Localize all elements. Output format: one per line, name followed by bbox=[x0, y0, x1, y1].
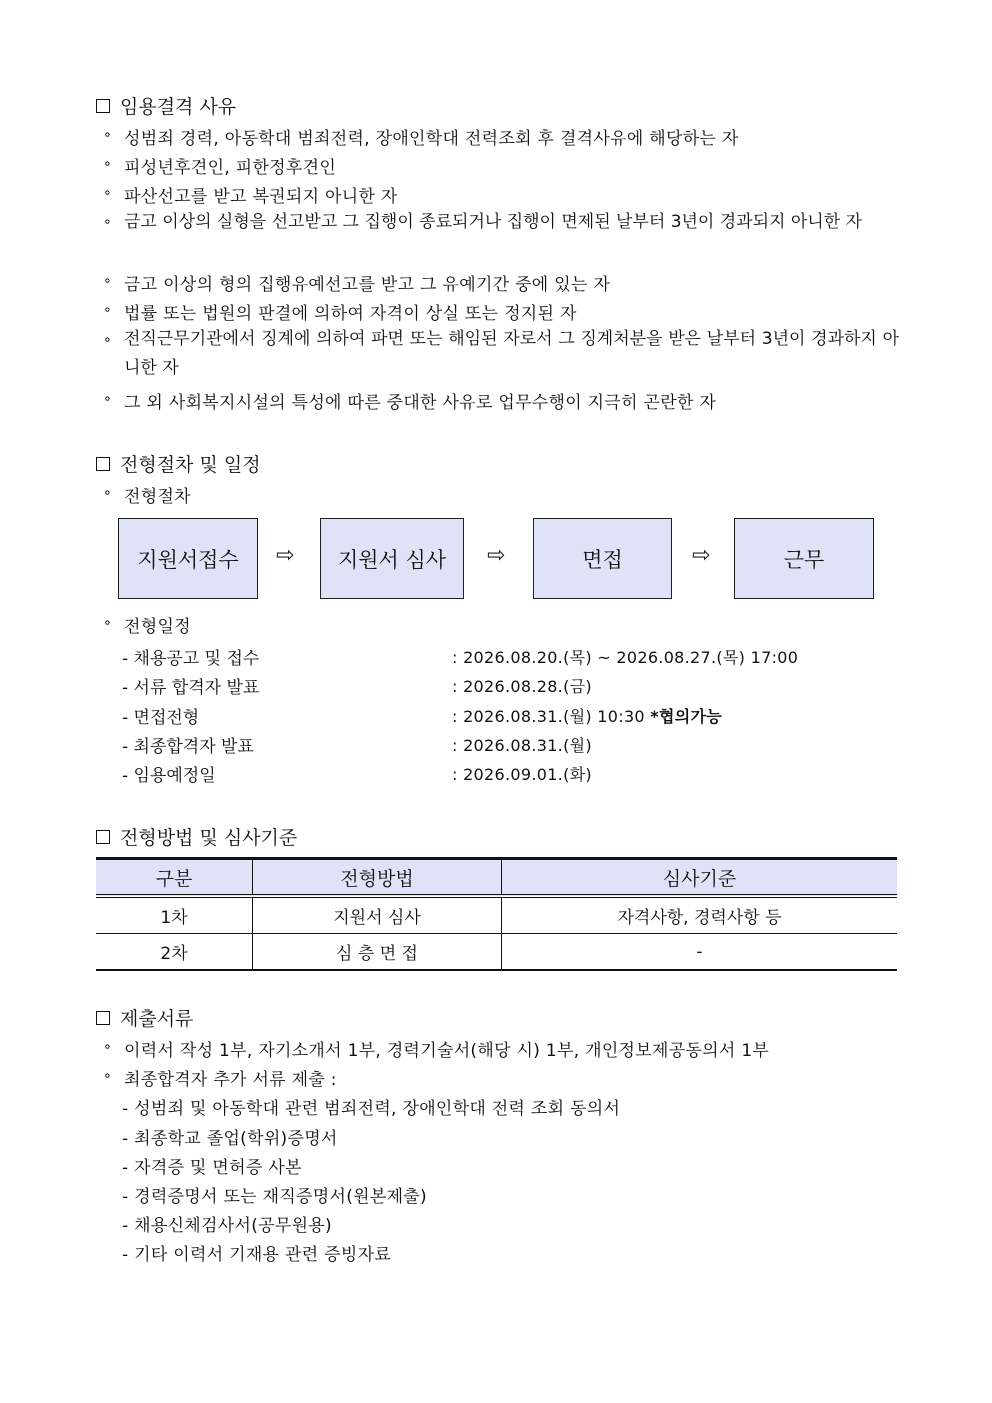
bullet-icon: ∘ bbox=[103, 156, 112, 172]
section-heading-criteria bbox=[96, 823, 297, 850]
sub-list-item: - 기타 이력서 기재용 관련 증빙자료 bbox=[122, 1245, 392, 1265]
arrow-right-icon: ⇨ bbox=[487, 543, 506, 568]
table-cell: 1차 bbox=[96, 896, 253, 934]
list-item: 금고 이상의 실형을 선고받고 그 집행이 종료되거나 집행이 면제된 날부터 3년이 경과되지 아니한 자 bbox=[124, 212, 862, 232]
section-heading-disqualification bbox=[96, 92, 236, 119]
schedule-label: - 채용공고 및 접수 bbox=[122, 649, 260, 669]
checkbox-square-icon bbox=[96, 457, 110, 471]
list-item: 파산선고를 받고 복권되지 아니한 자 bbox=[124, 187, 398, 207]
bullet-icon: ∘ bbox=[103, 1068, 112, 1084]
flow-step-interview: 면접 bbox=[533, 518, 672, 599]
checkbox-square-icon bbox=[96, 99, 110, 113]
column-header: 전형방법 bbox=[253, 859, 502, 897]
table-cell: 지원서 심사 bbox=[253, 896, 502, 934]
table-cell: 심 층 면 접 bbox=[253, 934, 502, 971]
bullet-icon: ∘ bbox=[103, 214, 112, 230]
bullet-icon: ∘ bbox=[103, 127, 112, 143]
schedule-label: - 최종합격자 발표 bbox=[122, 737, 254, 757]
column-header: 심사기준 bbox=[502, 859, 898, 897]
bullet-icon: ∘ bbox=[103, 185, 112, 201]
sub-list-item: - 경력증명서 또는 재직증명서(원본제출) bbox=[122, 1187, 427, 1207]
bullet-icon: ∘ bbox=[103, 615, 112, 631]
bullet-icon: ∘ bbox=[103, 485, 112, 501]
column-header: 구분 bbox=[96, 859, 253, 897]
arrow-right-icon: ⇨ bbox=[692, 543, 711, 568]
schedule-value: : 2026.09.01.(화) bbox=[452, 765, 592, 784]
flow-step-review: 지원서 심사 bbox=[320, 518, 464, 599]
schedule-label: - 서류 합격자 발표 bbox=[122, 678, 260, 698]
list-item: 법률 또는 법원의 판결에 의하여 자격이 상실 또는 정지된 자 bbox=[124, 304, 577, 324]
checkbox-square-icon bbox=[96, 830, 110, 844]
subsection-label: 전형일정 bbox=[124, 617, 191, 637]
schedule-label: - 임용예정일 bbox=[122, 766, 216, 786]
bullet-icon: ∘ bbox=[103, 391, 112, 407]
bullet-icon: ∘ bbox=[103, 1039, 112, 1055]
sub-list-item: - 최종학교 졸업(학위)증명서 bbox=[122, 1129, 338, 1149]
list-item: 성범죄 경력, 아동학대 범죄전력, 장애인학대 전력조회 후 결격사유에 해당하는 자 bbox=[124, 129, 739, 149]
list-item: 최종합격자 추가 서류 제출 : bbox=[124, 1070, 337, 1090]
bullet-icon: ∘ bbox=[103, 332, 112, 348]
list-item: 그 외 사회복지시설의 특성에 따른 중대한 사유로 업무수행이 지극히 곤란한 자 bbox=[124, 393, 717, 413]
flow-step-work: 근무 bbox=[734, 518, 874, 599]
list-item: 금고 이상의 형의 집행유예선고를 받고 그 유예기간 중에 있는 자 bbox=[124, 275, 611, 295]
schedule-value: : 2026.08.31.(월) 10:30 *협의가능 bbox=[452, 707, 722, 726]
schedule-value: : 2026.08.28.(금) bbox=[452, 677, 592, 696]
sub-list-item: - 성범죄 및 아동학대 관련 범죄전력, 장애인학대 전력 조회 동의서 bbox=[122, 1099, 621, 1119]
table-cell: - bbox=[502, 934, 898, 971]
subsection-label: 전형절차 bbox=[124, 487, 191, 507]
table-header-row bbox=[96, 859, 897, 897]
bullet-icon: ∘ bbox=[103, 273, 112, 289]
arrow-right-icon: ⇨ bbox=[276, 543, 295, 568]
schedule-value: : 2026.08.31.(월) bbox=[452, 736, 592, 755]
negotiable-note: *협의가능 bbox=[650, 707, 722, 726]
sub-list-item: - 채용신체검사서(공무원용) bbox=[122, 1216, 332, 1236]
section-title: 제출서류 bbox=[120, 1008, 194, 1030]
sub-list-item: - 자격증 및 면허증 사본 bbox=[122, 1158, 302, 1178]
checkbox-square-icon bbox=[96, 1011, 110, 1025]
schedule-label: - 면접전형 bbox=[122, 708, 200, 728]
section-title: 전형절차 및 일정 bbox=[120, 454, 261, 476]
table-row bbox=[96, 896, 897, 934]
table-cell: 자격사항, 경력사항 등 bbox=[502, 896, 898, 934]
section-title: 전형방법 및 심사기준 bbox=[120, 827, 298, 849]
list-item: 이력서 작성 1부, 자기소개서 1부, 경력기술서(해당 시) 1부, 개인정보제공동의서 1부 bbox=[124, 1041, 770, 1061]
section-title: 임용결격 사유 bbox=[120, 96, 237, 118]
table-cell: 2차 bbox=[96, 934, 253, 971]
section-heading-procedure bbox=[96, 450, 261, 477]
flow-step-application: 지원서접수 bbox=[118, 518, 258, 599]
list-item: 전직근무기관에서 징계에 의하여 파면 또는 해임된 자로서 그 징계처분을 받은 날부터 3년이 경과하지 아니한 자 bbox=[124, 329, 899, 378]
schedule-value: : 2026.08.20.(목) ~ 2026.08.27.(목) 17:00 bbox=[452, 648, 799, 667]
table-row bbox=[96, 934, 897, 971]
bullet-icon: ∘ bbox=[103, 302, 112, 318]
criteria-table bbox=[96, 857, 897, 971]
section-heading-documents bbox=[96, 1004, 193, 1031]
list-item: 피성년후견인, 피한정후견인 bbox=[124, 158, 337, 178]
